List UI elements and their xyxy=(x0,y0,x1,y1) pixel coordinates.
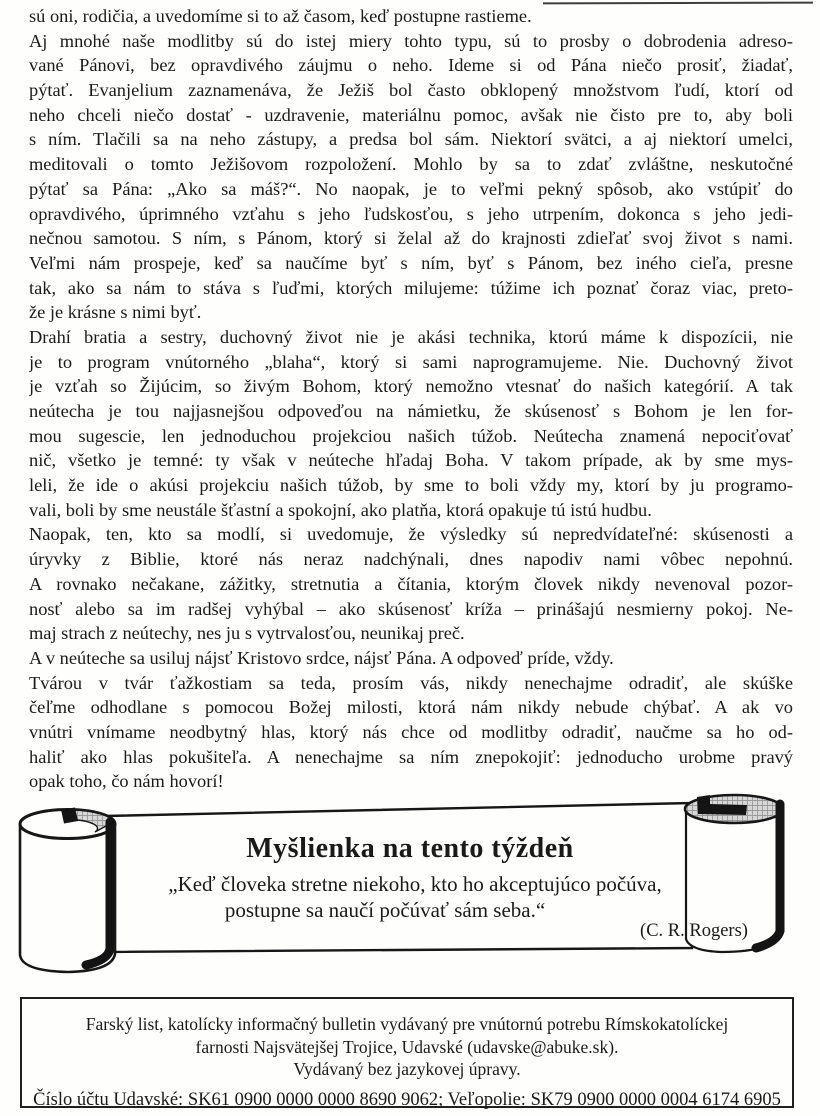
body-text-line: vnútri vnímame neodbytný hlas, ktorý nás chce od modlitby odradiť, naučme sa ho od- xyxy=(29,721,793,742)
body-text-line: leli, že ide o akúsi projekciu našich túžob, by sme to boli vždy my, ktorí by ju programo- xyxy=(29,475,793,496)
body-text-line: meditovali o tomto Ježišovom rozpoložení. Mohlo by sa to zdať zvláštne, neskutočné xyxy=(29,154,793,175)
body-text-line: A rovnako nečakane, zážitky, stretnutia a čítania, ktorým človek nikdy nevenoval pozor- xyxy=(29,573,793,594)
body-text-line: je vzťah so Žijúcim, so živým Bohom, ktorý nemožno vtesnať do našich kategórií. A tak xyxy=(29,376,793,397)
thought-of-week-scroll xyxy=(0,793,820,993)
body-text-line: vané Pánovi, bez opravdivého záujmu o neho. Ideme si od Pána niečo prosiť, žiadať, xyxy=(29,55,793,76)
body-text-line: Aj mnohé naše modlitby sú do istej miery tohto typu, sú to prosby o dobrodenia adreso- xyxy=(29,30,793,51)
body-text-line: je to program vnútorného „blaha“, ktorý si sami naprogramujeme. Nie. Duchovný život xyxy=(29,351,793,372)
body-text-line: Drahí bratia a sestry, duchovný život nie je akási technika, ktorú máme k dispozícii, nie xyxy=(29,326,793,347)
body-text-line: haliť ako hlas pokušiteľa. A nenechajme sa ním znepokojiť: jednoducho urobme pravý xyxy=(29,746,793,767)
body-text-line: Tvárou v tvár ťažkostiam sa teda, prosím vás, nikdy nenechajme odradiť, ale skúške xyxy=(29,672,793,693)
body-text-line: Naopak, ten, kto sa modlí, si uvedomuje, že výsledky sú nepredvídateľné: skúsenosti a xyxy=(29,524,793,545)
body-text-line: pýtať sa Pána: „Ako sa máš?“. No naopak, je to veľmi pekný spôsob, ako vstúpiť do xyxy=(29,178,793,199)
body-text-line: s ním. Tlačili sa na neho zástupy, a predsa bol sám. Niektorí svätci, a aj niektorí umelci, xyxy=(29,129,793,150)
scroll-attribution: (C. R. Rogers) xyxy=(640,921,748,941)
scroll-left-roll xyxy=(20,808,115,973)
body-text-line: mou sugescie, len jednoduchou projekciou našich túžob. Neútecha znamená nepociťovať xyxy=(29,425,793,446)
body-text-line: sú oni, rodičia, a uvedomíme si to až časom, keď postupne rastieme. xyxy=(29,6,532,26)
body-text-line: nečnou samotou. S ním, s Pánom, ktorý si želal až do krajnosti zdieľať svoj život s nami. xyxy=(29,228,793,249)
body-text-line: že je krásne s nimi byť. xyxy=(29,302,202,323)
footer-line-2: farnosti Najsvätejšej Trojice, Udavské (udavske@abuke.sk). xyxy=(195,1036,619,1057)
body-text-line: tak, ako sa nám to stáva s ľuďmi, ktorých milujeme: túžime ich poznať čoraz viac, preto- xyxy=(29,277,793,298)
body-text-line: nič, všetko je temné: ty však v neúteche hľadaj Boha. V takom prípade, ak by sme mys- xyxy=(29,450,793,471)
footer-line-3: Vydávaný bez jazykovej úpravy. xyxy=(293,1059,521,1079)
body-text xyxy=(29,4,793,794)
body-text-line: pýtať. Evanjelium zaznamenáva, že Ježiš bol často obklopený množstvom ľudí, ktorí od xyxy=(29,80,793,101)
body-text-line: A v neúteche sa usiluj nájsť Kristovo srdce, nájsť Pána. A odpoveď príde, vždy. xyxy=(29,647,614,668)
footer-line-1: Farský list, katolícky informačný bulletin vydávaný pre vnútornú potrebu Rímskokatolíckej xyxy=(85,1014,729,1034)
body-text-line: úryvky z Biblie, ktoré nás neraz nadchýnali, dnes napodiv nami vôbec nepohnú. xyxy=(29,549,793,570)
body-text-line: neho chceli niečo dostať - uzdravenie, materiálnu pomoc, avšak nie čisto pre to, aby boli xyxy=(29,104,793,125)
body-text-line: opak toho, čo nám hovorí! xyxy=(29,771,224,792)
footer-box xyxy=(20,997,794,1108)
body-text-line: nosť alebo sa im radšej vyhýbal – ako skúsenosť kríža – prinášajú nesmierny pokoj. Ne- xyxy=(29,598,793,619)
body-text-line: maj strach z neútechy, nes ju s vytrvalosťou, neunikaj preč. xyxy=(29,623,465,644)
body-text-line: vali, boli by sme neustále šťastní a spokojní, ako platňa, ktorá opakuje tú istú hudbu. xyxy=(29,499,652,520)
scroll-quote-line-2: postupne sa naučí počúvať sám seba.“ xyxy=(224,898,546,922)
scroll-title: Myšlienka na tento týždeň xyxy=(246,833,574,864)
scroll-quote-line-1: „Keď človeka stretne niekoho, kto ho akceptujúco počúva, xyxy=(168,872,662,896)
body-text-line: čeľme odhodlane s pomocou Božej milosti, ktorá nám nikdy nebude chýbať. A ak vo xyxy=(29,697,793,718)
footer-account-numbers: Číslo účtu Udavské: SK61 0900 0000 0000 8690 9062; Veľopolie: SK79 0900 0000 0004 6174 6905 xyxy=(33,1089,781,1110)
body-text-line: Veľmi nám prospeje, keď sa naučíme byť s ním, byť s Pánom, bez iného cieľa, presne xyxy=(29,252,793,273)
body-text-line: opravdivého, úprimného vzťahu s jeho ľudskosťou, s jeho utrpením, dokonca s jeho jedi- xyxy=(29,203,793,224)
body-text-line: neútecha je tou najjasnejšou odpoveďou na námietku, že skúsenosť s Bohom je len for- xyxy=(29,401,793,421)
